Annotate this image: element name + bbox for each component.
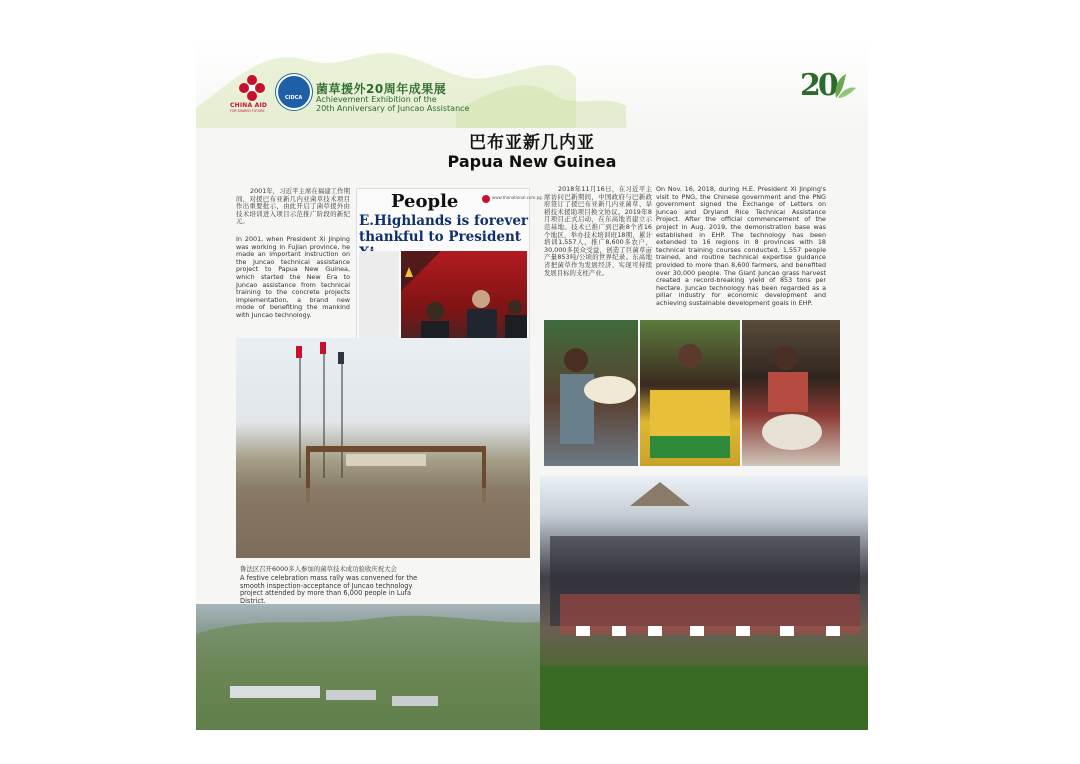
anniversary-logo-number: 20: [800, 68, 836, 103]
rally-photo: [236, 338, 530, 558]
exhibition-title-en-line1: Achievement Exhibition of the: [316, 95, 437, 104]
rally-stage-illustration: [236, 338, 530, 558]
page-title-cn: 巴布亚新几内亚: [469, 133, 595, 153]
exhibition-title-cn: 菌草援外20周年成果展: [316, 82, 447, 96]
landscape-illustration: [196, 604, 540, 730]
left-text-cn: 2001年，习近平主席在福建工作期间，对援巴布亚新几内亚菌草技术项目作出重要批示，由此开启了菌草援外由技术培训进入项目示范推广阶段的新纪元。: [236, 187, 350, 226]
exhibition-title-en: [316, 95, 506, 113]
left-text-en: In 2001, when President Xi Jinping was working in Fujian province, he made an important instruction on the Juncao technical assistance project to Papua New Guinea, which started the New Era to Juncao assistance from technical training to the concrete projects implementation, a brand new mode of benefiting the mankind with Juncao technology.: [236, 235, 350, 319]
anniversary-logo: [800, 68, 860, 112]
newspaper-headline-line2: thankful to President: [359, 229, 522, 245]
landscape-photo: [196, 604, 540, 730]
group-photo: [540, 476, 868, 730]
cidca-logo-text: CIDCA: [285, 95, 303, 101]
farmer-2-illustration: [640, 320, 740, 466]
page-title-en: Papua New Guinea: [447, 152, 617, 171]
right-text-en: On Nov. 16, 2018, during H.E. President Xi Jinping's visit to PNG, the Chinese government and the PNG government signed the Exchange of Letters on Juncao and Dryland Rice Technical Assistance Project. After the official commencement of the project in Aug. 2019, the demonstration base was established in EHP. The technology has been extended to 16 regions in 8 provinces with 18 technical training courses conducted, 1,557 people trained, and routine technical expertise guidance provided to more than 8,600 farmers, and benefited over 30,000 people. The Giant Juncao grass harvest created a record-breaking yield of 853 tons per hectare. Juncao technology has been regarded as a pillar industry for economic development and achieving sustainable development goals in EHP.: [656, 185, 826, 307]
farmer-3-illustration: [742, 320, 840, 466]
exhibition-poster: [196, 38, 868, 730]
newspaper-sidebar: [359, 251, 399, 347]
cidca-logo-icon: [276, 74, 312, 110]
exhibition-title-en-line2: 20th Anniversary of Juncao Assistance: [316, 104, 470, 113]
newspaper-headline-line1: E.Highlands is forever: [359, 213, 529, 229]
farmer-1-illustration: [544, 320, 638, 466]
farmer-mushroom-photo-1: [544, 320, 638, 466]
newspaper-masthead: www.thenational.com.pg: [492, 195, 542, 200]
newspaper-section-title: People: [391, 191, 459, 212]
china-aid-logo-sub: FOR SHARED FUTURE: [230, 109, 265, 113]
china-aid-logo-en: CHINA AID: [230, 102, 268, 109]
farmer-mushroom-photo-2: [640, 320, 740, 466]
farmer-mushroom-photo-3: [742, 320, 840, 466]
juncao-leaf-icon: [800, 68, 860, 112]
right-text-cn: 2018年11月16日，在习近平主席访问巴新期间，中国政府与巴新政府签订了援巴布亚新几内亚菌草、旱稻技术援助项目换文协议。2019年8月项目正式启动，在东高地省建立示范基地。技术已推广到巴新8个省16个地区，举办技术培训班18期，累计培训1,557人，推广8,600多农户，30,000多民众受益，创造了巨菌草亩产量853吨/公顷的世界纪录。东高地省把菌草作为发展经济、实现可持续发展目标的支柱产业。: [544, 185, 652, 277]
rally-caption-en: A festive celebration mass rally was convened for the smooth inspection-acceptance of Juncao technology project attended by more than 6,000 people in Lufa District.: [240, 574, 418, 605]
rally-caption-cn: 鲁法区召开6000多人参加的菌草技术成功验收庆祝大会: [240, 565, 397, 573]
newspaper-logo-icon: [482, 195, 490, 203]
group-photo-illustration: [540, 476, 868, 730]
